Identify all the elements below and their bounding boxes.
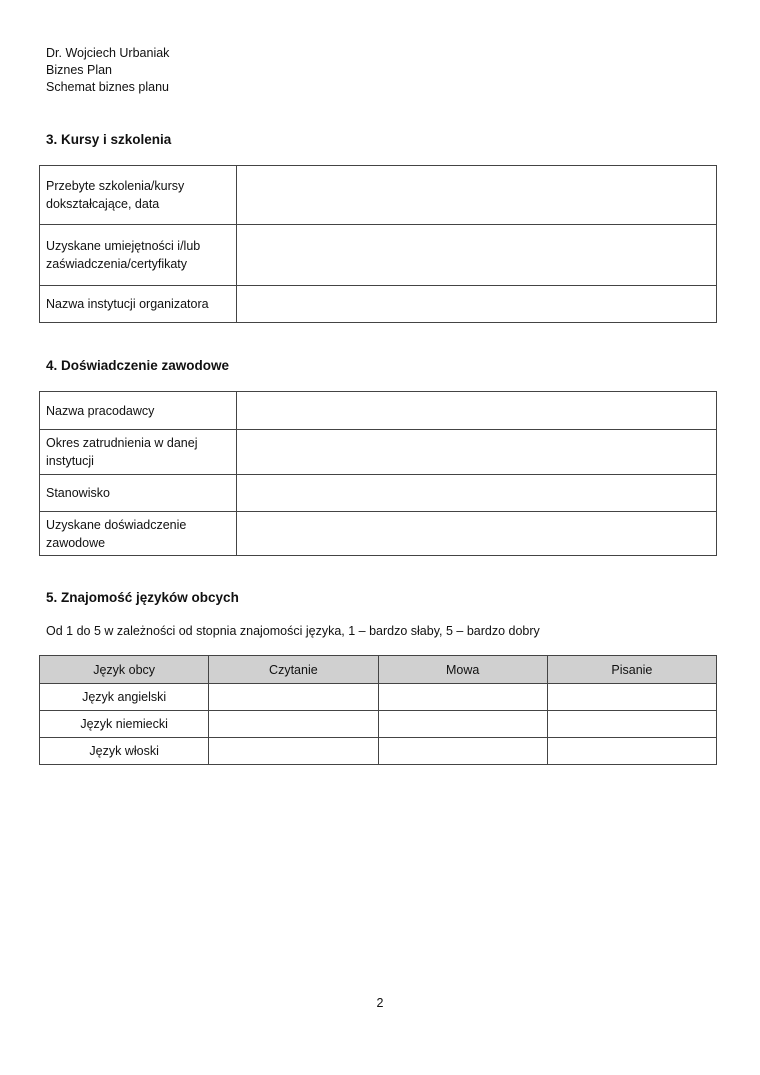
header-author: Dr. Wojciech Urbaniak	[46, 46, 170, 60]
employer-value-field[interactable]	[237, 392, 717, 430]
document-header	[46, 45, 169, 96]
section-5-title: 5. Znajomość języków obcych	[46, 590, 239, 605]
languages-table	[39, 655, 717, 765]
german-reading-cell[interactable]	[209, 711, 378, 738]
english-speaking-cell[interactable]	[378, 684, 547, 711]
page-number: 2	[376, 996, 384, 1010]
header-writing: Pisanie	[547, 656, 716, 684]
employment-period-value-field[interactable]	[237, 430, 717, 475]
table-row	[40, 711, 717, 738]
institution-value-field[interactable]	[237, 286, 717, 323]
header-subtitle: Schemat biznes planu	[46, 80, 169, 94]
italian-speaking-cell[interactable]	[378, 738, 547, 765]
skills-value-field[interactable]	[237, 225, 717, 286]
italian-writing-cell[interactable]	[547, 738, 716, 765]
table-row	[40, 166, 717, 225]
header-language: Język obcy	[40, 656, 209, 684]
german-speaking-cell[interactable]	[378, 711, 547, 738]
experience-table	[39, 391, 717, 556]
table-row	[40, 684, 717, 711]
italian-reading-cell[interactable]	[209, 738, 378, 765]
table-row	[40, 512, 717, 556]
table-row	[40, 738, 717, 765]
english-writing-cell[interactable]	[547, 684, 716, 711]
language-german: Język niemiecki	[40, 711, 209, 738]
table-row	[40, 430, 717, 475]
experience-gained-label: Uzyskane doświadczenie zawodowe	[40, 512, 237, 556]
position-label: Stanowisko	[40, 475, 237, 512]
courses-value-field[interactable]	[237, 166, 717, 225]
courses-label: Przebyte szkolenia/kursy dokształcające, data	[40, 166, 237, 225]
skills-label: Uzyskane umiejętności i/lub zaświadczenia/certyfikaty	[40, 225, 237, 286]
table-row	[40, 475, 717, 512]
section-4-title: 4. Doświadczenie zawodowe	[46, 358, 230, 373]
header-title: Biznes Plan	[46, 63, 113, 77]
header-speaking: Mowa	[378, 656, 547, 684]
language-italian: Język włoski	[40, 738, 209, 765]
header-reading: Czytanie	[209, 656, 378, 684]
table-row	[40, 286, 717, 323]
german-writing-cell[interactable]	[547, 711, 716, 738]
section-3-title: 3. Kursy i szkolenia	[46, 132, 172, 147]
table-row	[40, 392, 717, 430]
experience-gained-value-field[interactable]	[237, 512, 717, 556]
employment-period-label: Okres zatrudnienia w danej instytucji	[40, 430, 237, 475]
position-value-field[interactable]	[237, 475, 717, 512]
institution-label: Nazwa instytucji organizatora	[40, 286, 237, 323]
table-row	[40, 225, 717, 286]
english-reading-cell[interactable]	[209, 684, 378, 711]
employer-label: Nazwa pracodawcy	[40, 392, 237, 430]
language-english: Język angielski	[40, 684, 209, 711]
language-scale-note: Od 1 do 5 w zależności od stopnia znajomości języka, 1 – bardzo słaby, 5 – bardzo dobry	[46, 624, 540, 638]
table-header-row	[40, 656, 717, 684]
courses-table	[39, 165, 717, 323]
